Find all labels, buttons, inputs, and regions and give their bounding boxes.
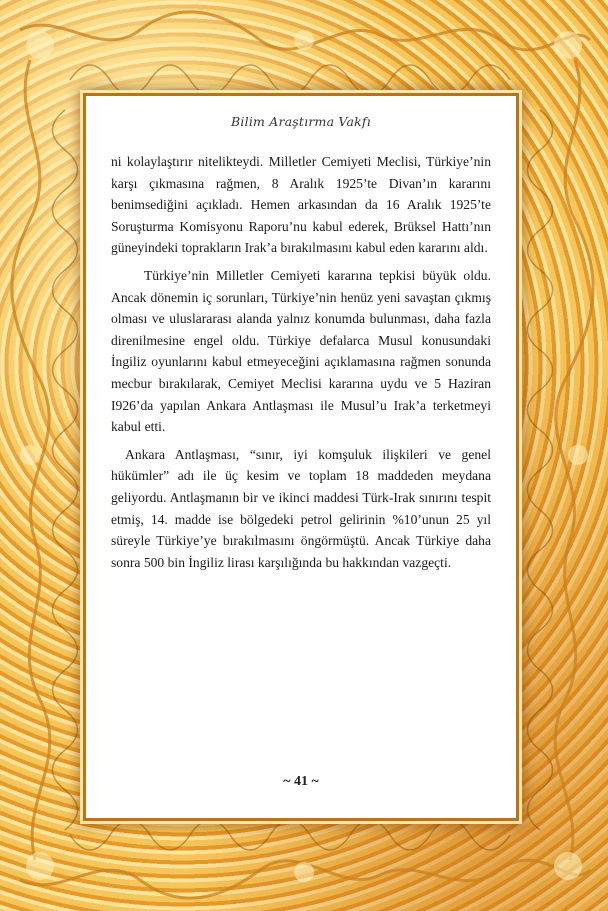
paragraph-2: Türkiye’nin Milletler Cemiyeti kararına tepkisi büyük oldu. Ancak dönemin iç sorunları, Türkiye’nin henüz yeni savaştan çıkmış olması ve uluslararası alanda yalnız konumda bulunması, daha fazla direnilmesine engel oldu. Türkiye defalarca Musul konusundaki İngiliz oyunlarını kabul etmeyeceğini açıklamasına rağmen sonunda mecbur bırakılarak, Cemiyet Meclisi kararına uydu ve 5 Haziran I926’da yapılan Ankara Antlaşması ile Musul’u Irak’a terketmeyi kabul etti. [111,267,491,435]
page-number: ~ 41 ~ [283,774,319,789]
body-text [111,151,491,579]
text-page [86,96,516,818]
running-header: Bilim Araştırma Vakfı [231,114,371,129]
paragraph-1: ni kolaylaştırır nitelikteydi. Milletler Cemiyeti Meclisi, Türkiye’nin karşı çıkmasına rağmen, 8 Aralık 1925’te Divan’ın kararını benimsediğini açıkladı. Hemen arkasından da 16 Aralık 1925’te Soruşturma Komisyonu Raporu’nu kabul ederek, Brüksel Hattı’nın güneyindeki toprakların Irak’a bırakılmasını kabul eden kararını aldı. [111,154,491,256]
paragraph-3: Ankara Antlaşması, “sınır, iyi komşuluk ilişkileri ve genel hükümler” adı ile üç kesim ve toplam 18 maddeden meydana geliyordu. Antlaşmanın bir ve ikinci maddesi Türk-Irak sınırını tespit etmiş, 14. madde ise bölgedeki petrol gelirinin %10’unun 25 yıl süreyle Türkiye’ye bırakılmasını öngörmüştü. Ancak Türkiye daha sonra 500 bin İngiliz lirası karşılığında bu hakkından vazgeçti. [111,446,491,570]
